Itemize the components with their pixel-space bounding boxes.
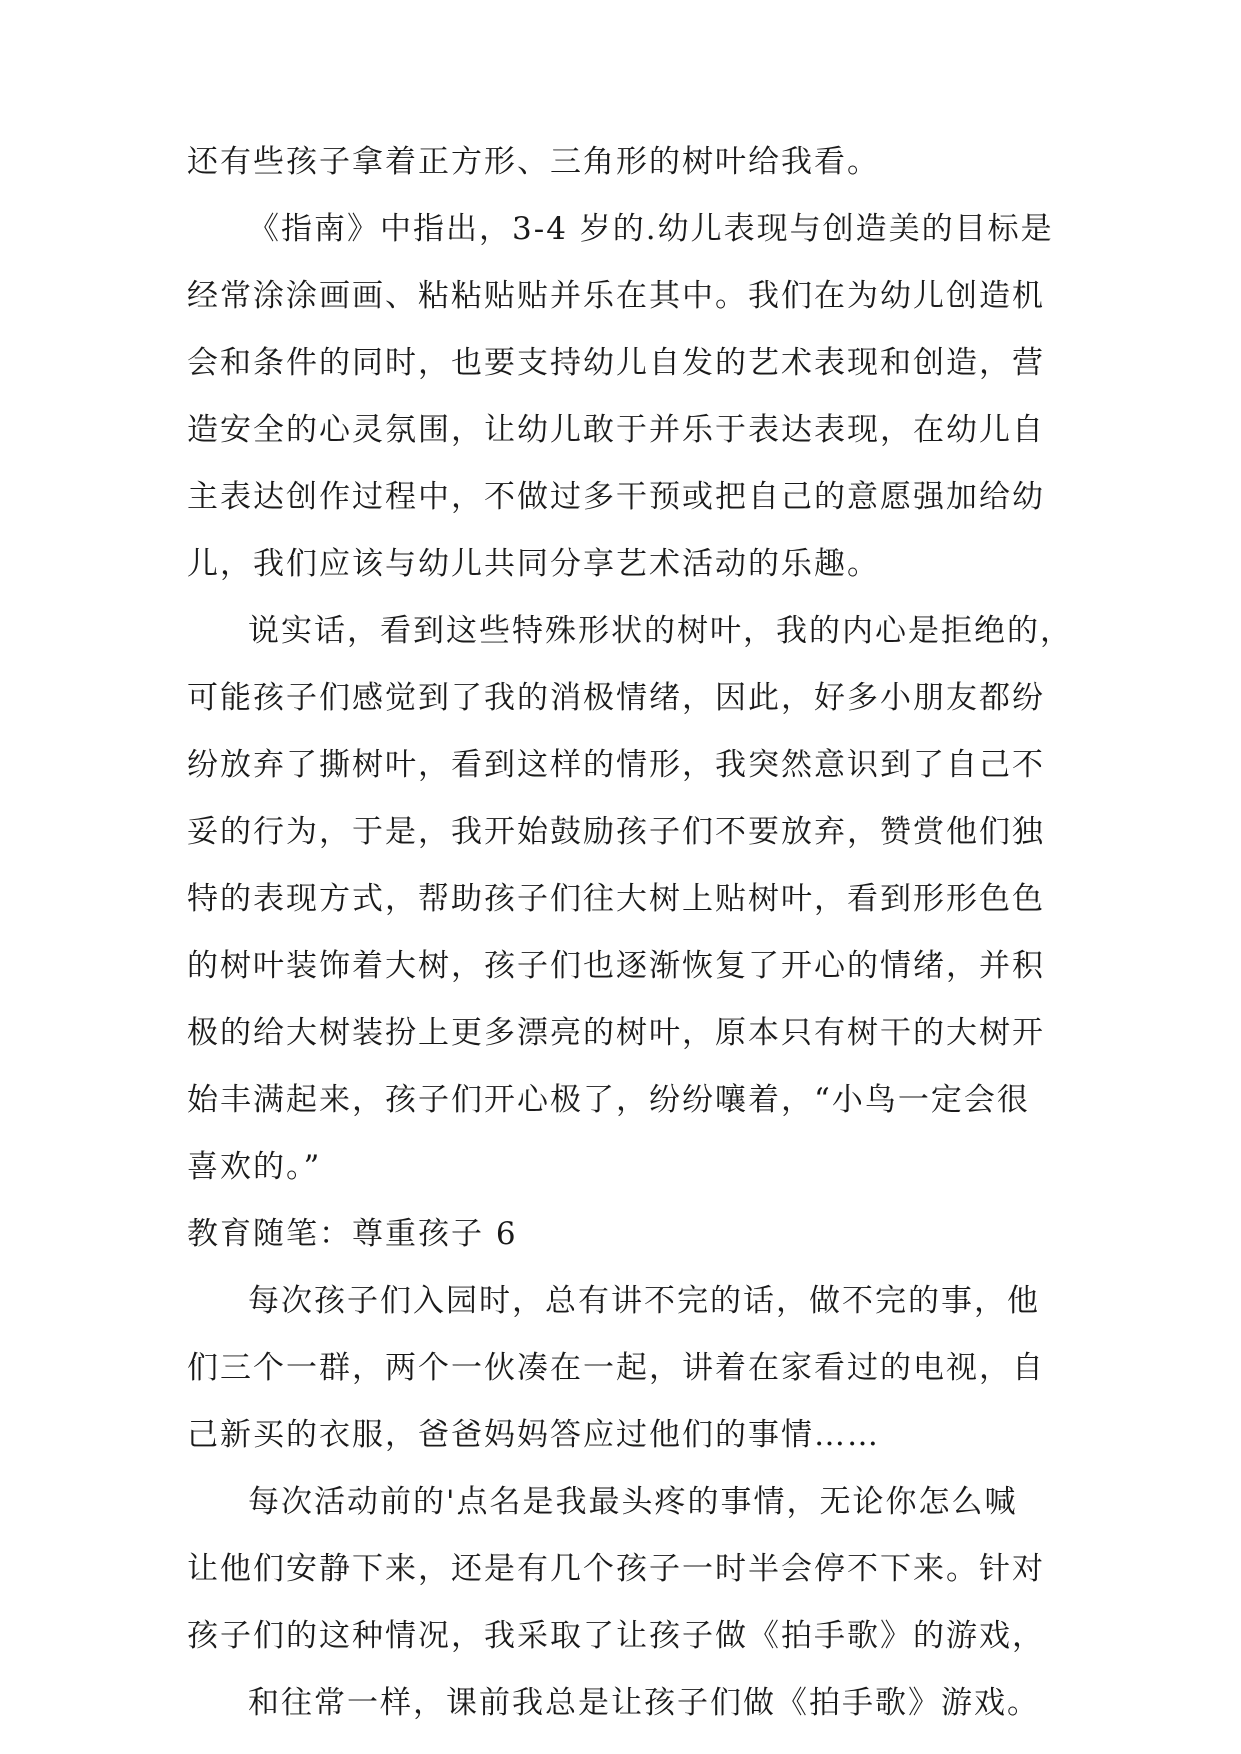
text-line: 和往常一样，课前我总是让孩子们做《拍手歌》游戏。 — [248, 1685, 1040, 1721]
text-line: 让他们安静下来，还是有几个孩子一时半会停不下来。针对 — [187, 1551, 1045, 1587]
text-line: 《指南》中指出，3-4 岁的.幼儿表现与创造美的目标是 — [248, 211, 1054, 247]
text-line: 己新买的衣服，爸爸妈妈答应过他们的事情…… — [187, 1417, 880, 1453]
text-line: 会和条件的同时，也要支持幼儿自发的艺术表现和创造，营 — [187, 345, 1045, 381]
text-line: 说实话，看到这些特殊形状的树叶，我的内心是拒绝的， — [248, 613, 1073, 649]
text-line: 们三个一群，两个一伙凑在一起，讲着在家看过的电视，自 — [187, 1350, 1045, 1386]
text-line: 经常涂涂画画、粘粘贴贴并乐在其中。我们在为幼儿创造机 — [187, 278, 1045, 314]
text-line: 始丰满起来，孩子们开心极了，纷纷嚷着，“小鸟一定会很 — [187, 1082, 1030, 1118]
text-line: 孩子们的这种情况，我采取了让孩子做《拍手歌》的游戏， — [187, 1618, 1045, 1654]
text-line: 造安全的心灵氛围，让幼儿敢于并乐于表达表现，在幼儿自 — [187, 412, 1045, 448]
text-line: 可能孩子们感觉到了我的消极情绪，因此，好多小朋友都纷 — [187, 680, 1045, 716]
text-line: 纷放弃了撕树叶，看到这样的情形，我突然意识到了自己不 — [187, 747, 1045, 783]
text-line: 特的表现方式，帮助孩子们往大树上贴树叶，看到形形色色 — [187, 881, 1045, 917]
text-line: 主表达创作过程中，不做过多干预或把自己的意愿强加给幼 — [187, 479, 1045, 515]
text-line: 儿，我们应该与幼儿共同分享艺术活动的乐趣。 — [187, 546, 880, 582]
text-line: 的树叶装饰着大树，孩子们也逐渐恢复了开心的情绪，并积 — [187, 948, 1045, 984]
text-line: 妥的行为，于是，我开始鼓励孩子们不要放弃，赞赏他们独 — [187, 814, 1045, 850]
section-heading: 教育随笔：尊重孩子 6 — [187, 1216, 518, 1252]
text-line: 极的给大树装扮上更多漂亮的树叶，原本只有树干的大树开 — [187, 1015, 1045, 1051]
text-line: 还有些孩子拿着正方形、三角形的树叶给我看。 — [187, 144, 880, 180]
text-line: 喜欢的。” — [187, 1149, 322, 1185]
text-line: 每次孩子们入园时，总有讲不完的话，做不完的事，他 — [248, 1283, 1040, 1319]
text-line: 每次活动前的'点名是我最头疼的事情，无论你怎么喊 — [248, 1484, 1018, 1520]
